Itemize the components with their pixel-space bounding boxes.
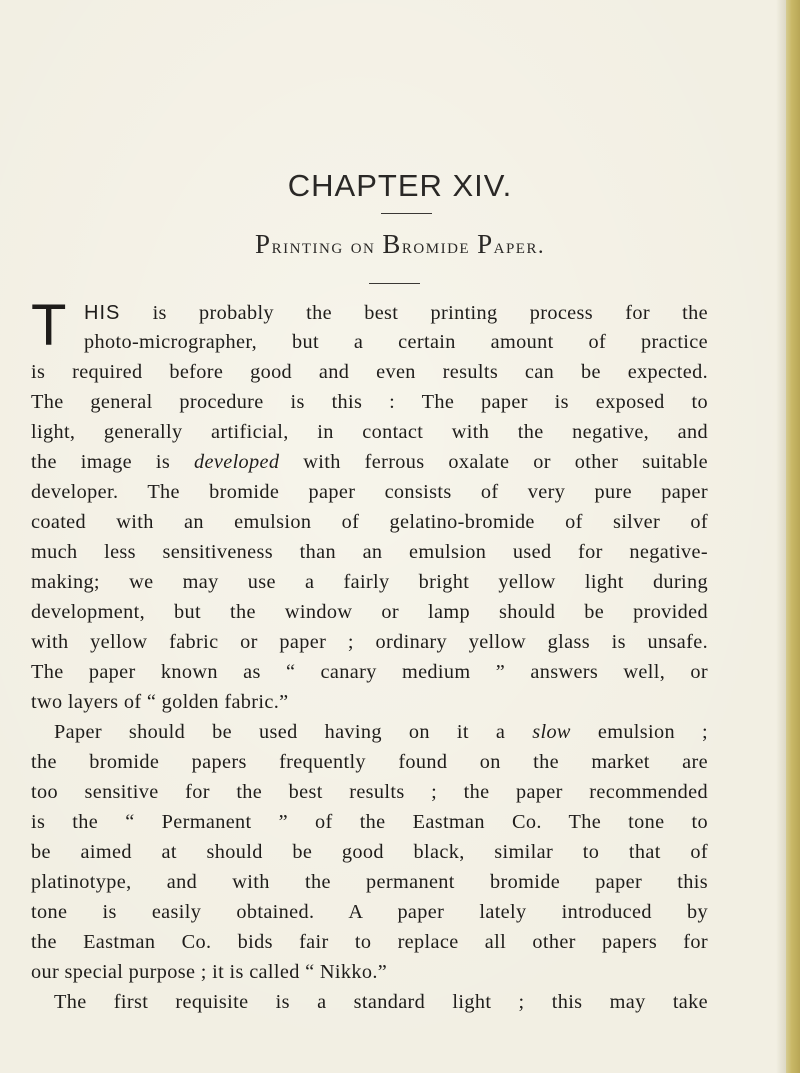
- text-run: Paper should be used having on it a: [54, 721, 533, 743]
- text-line: two layers of “ golden fabric.”: [31, 691, 289, 713]
- text-line: platinotype, and with the permanent bromide paper this: [31, 871, 708, 893]
- emphasis: developed: [194, 451, 280, 473]
- text-run: emulsion ;: [570, 721, 708, 743]
- opening-caps: HIS: [84, 302, 121, 324]
- title-part: romide: [401, 233, 478, 258]
- section-rule: [369, 283, 420, 284]
- text-line: too sensitive for the best results ; the paper recommended: [31, 781, 708, 803]
- chapter-heading: CHAPTER XIV.: [287, 168, 513, 203]
- page-edge: [786, 0, 800, 1073]
- text-line: is required before good and even results can be expected.: [31, 361, 708, 383]
- text-line: The paper known as “ canary medium ” answers well, or: [31, 661, 708, 683]
- text-line: with yellow fabric or paper ; ordinary yellow glass is unsafe.: [31, 631, 708, 653]
- text-line: light, generally artificial, in contact with the negative, and: [31, 421, 708, 443]
- text-line: be aimed at should be good black, similar to that of: [31, 841, 708, 863]
- title-cap: B: [382, 229, 402, 259]
- title-cap: P: [255, 229, 272, 259]
- text-line: our special purpose ; it is called “ Nikko.”: [31, 961, 388, 983]
- text-line: the Eastman Co. bids fair to replace all other papers for: [31, 931, 708, 953]
- text-line: making; we may use a fairly bright yellow light during: [31, 571, 708, 593]
- text-run: is probably the best printing process for the: [120, 302, 708, 324]
- text-line: development, but the window or lamp should be provided: [31, 601, 708, 623]
- title-cap: P: [477, 229, 494, 259]
- text-run: the image is: [31, 451, 195, 473]
- text-line: [84, 302, 708, 325]
- text-line: [54, 721, 708, 744]
- text-line: The first requisite is a standard light ; this may take: [54, 991, 708, 1013]
- text-line: developer. The bromide paper consists of very pure paper: [31, 481, 708, 503]
- text-line: much less sensitiveness than an emulsion used for negative-: [31, 541, 708, 563]
- text-line: The general procedure is this : The paper is exposed to: [31, 391, 708, 413]
- title-part: rinting on: [271, 233, 383, 258]
- page-edge-shadow: [776, 0, 786, 1073]
- chapter-rule: [381, 213, 432, 214]
- text-line: photo-micrographer, but a certain amount of practice: [84, 331, 708, 353]
- text-line: tone is easily obtained. A paper lately introduced by: [31, 901, 708, 923]
- section-title: [0, 229, 800, 260]
- emphasis: slow: [532, 721, 571, 743]
- drop-cap: T: [31, 293, 67, 358]
- text-line: the bromide papers frequently found on the market are: [31, 751, 708, 773]
- title-part: aper.: [493, 233, 545, 258]
- text-line: [31, 451, 708, 474]
- text-line: is the “ Permanent ” of the Eastman Co. The tone to: [31, 811, 708, 833]
- text-line: coated with an emulsion of gelatino-bromide of silver of: [31, 511, 708, 533]
- text-run: with ferrous oxalate or other suitable: [279, 451, 708, 473]
